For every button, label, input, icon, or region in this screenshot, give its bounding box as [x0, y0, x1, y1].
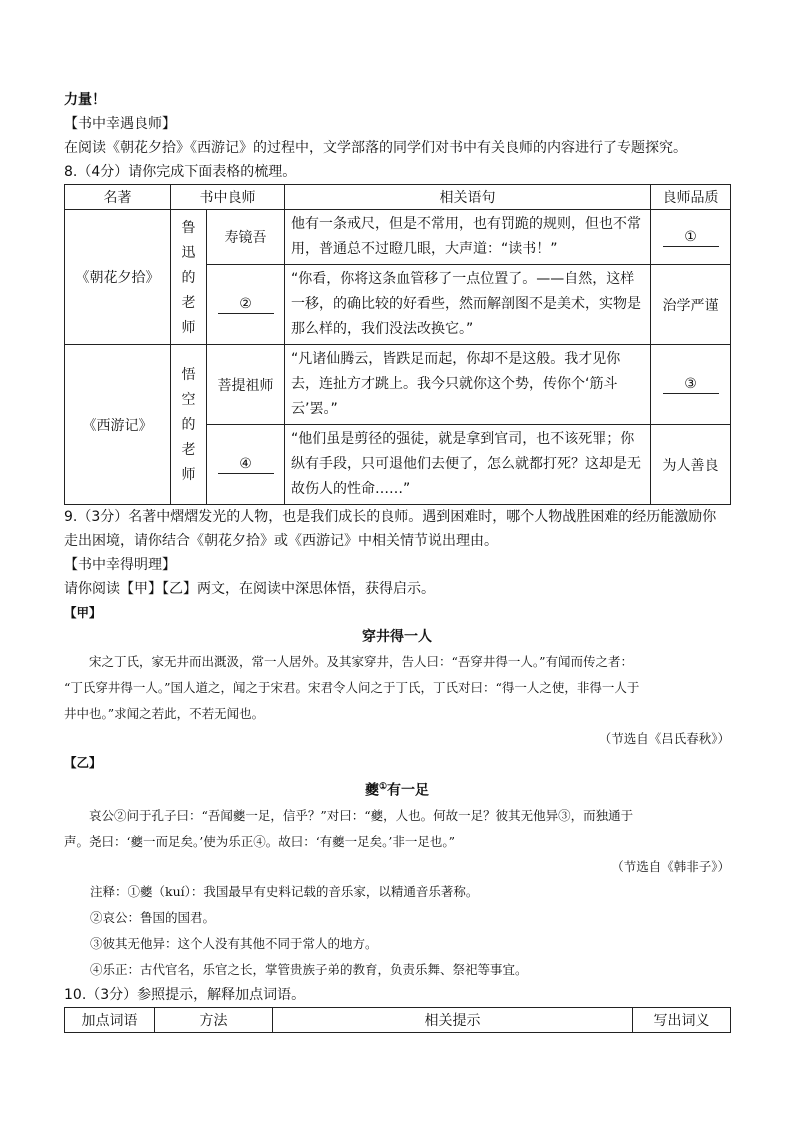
exam-page — [64, 88, 730, 1033]
passage-source: （节选自《吕氏春秋》） — [598, 731, 730, 746]
passage-title: 穿井得一人 — [362, 629, 432, 645]
quality-cell — [651, 345, 731, 425]
header-teacher: 书中良师 — [171, 185, 285, 210]
quality-cell: 为人善良 — [651, 425, 731, 505]
passage-label: 【甲】 — [64, 605, 102, 620]
book-name-cell: 《西游记》 — [65, 345, 171, 505]
passage-source: （节选自《韩非子》） — [611, 858, 730, 874]
book-name-cell: 《朝花夕拾》 — [65, 210, 171, 345]
header-quote: 相关语句 — [285, 185, 651, 210]
annotation-item: ④乐正：古代官名，乐官之长，掌管贵族子弟的教育，负责乐舞、祭祀等事宜。 — [90, 961, 528, 977]
vocab-table — [64, 1007, 731, 1033]
teacher-name-cell — [207, 265, 285, 345]
teacher-label-cell: 鲁 迅 的 老 师 — [171, 210, 207, 345]
quote-cell: “你看，你将这条血管移了一点位置了。——自然，这样一移，的确比较的好看些，然而解剖图不是美术，实物是那么样的，我们没法改换它。” — [285, 265, 651, 345]
passage-paragraph: 声。尧曰：‘夔一而足矣。’使为乐正④。故曰：‘有夔一足矣。’非一足也。” — [64, 833, 456, 849]
question-9-line1: 9.（3分）名著中熠熠发光的人物，也是我们成长的良师。遇到困难时，哪个人物战胜困难的经历能激励你 — [64, 509, 717, 525]
header-meaning: 写出词义 — [633, 1007, 731, 1032]
quality-cell — [651, 210, 731, 265]
section-title-teachers: 【书中幸遇良师】 — [64, 116, 176, 132]
header-method: 方法 — [155, 1007, 273, 1032]
table-row — [65, 210, 731, 265]
passage-label: 【乙】 — [64, 755, 102, 770]
header-hint: 相关提示 — [273, 1007, 633, 1032]
passage-paragraph: 井中也。”求闻之若此，不若无闻也。 — [64, 706, 265, 721]
quote-cell: 他有一条戒尺，但是不常用，也有罚跪的规则，但也不常用，普通总不过瞪几眼，大声道：“读书！” — [285, 210, 651, 265]
teacher-name-cell: 寿镜吾 — [207, 210, 285, 265]
answer-blank[interactable]: ① — [663, 228, 719, 247]
previous-line: 力量！ — [64, 92, 106, 108]
answer-blank[interactable]: ④ — [218, 455, 274, 474]
quote-cell: “他们虽是剪径的强徒，就是拿到官司，也不该死罪；你纵有手段，只可退他们去便了，怎么就都打死？这却是无故伤人的性命……” — [285, 425, 651, 505]
question-10: 10.（3分）参照提示，解释加点词语。 — [64, 986, 306, 1003]
quality-cell: 治学严谨 — [651, 265, 731, 345]
header-quality: 良师品质 — [651, 185, 731, 210]
passage-title: 夔①有一足 — [364, 782, 430, 799]
passage-paragraph: “丁氏穿井得一人。”国人道之，闻之于宋君。宋君令人问之于丁氏，丁氏对曰：“得一人之使，非得一人于 — [64, 680, 640, 695]
annotation-item: ②哀公：鲁国的国君。 — [90, 909, 216, 925]
passage-paragraph: 哀公②问于孔子曰：“吾闻夔一足，信乎？”对曰：“夔，人也。何故一足？彼其无他异③，而独通于 — [89, 807, 634, 823]
section-description: 在阅读《朝花夕拾》《西游记》的过程中，文学部落的同学们对书中有关良师的内容进行了专题探究。 — [64, 140, 687, 156]
section-title-reasoning: 【书中幸得明理】 — [64, 557, 176, 573]
table-row — [65, 345, 731, 425]
header-book: 名著 — [65, 185, 171, 210]
question-8: 8.（4分）请你完成下面表格的梳理。 — [64, 164, 297, 180]
question-9-line2: 走出困境，请你结合《朝花夕拾》或《西游记》中相关情节说出理由。 — [64, 533, 498, 549]
teacher-table — [64, 184, 731, 505]
quote-cell: “凡诸仙腾云，皆跌足而起，你却不是这般。我才见你去，连扯方才跳上。我今只就你这个势，传你个‘筋斗云’罢。” — [285, 345, 651, 425]
annotation-item: 注释：①夔（kuí）：我国最早有史料记载的音乐家，以精通音乐著称。 — [90, 883, 479, 899]
answer-blank[interactable]: ② — [218, 295, 274, 314]
teacher-label-cell: 悟 空 的 老 师 — [171, 345, 207, 505]
answer-blank[interactable]: ③ — [663, 375, 719, 394]
teacher-name-cell — [207, 425, 285, 505]
passage-jia — [64, 601, 730, 751]
section-reasoning-desc: 请你阅读【甲】【乙】两文，在阅读中深思体悟，获得启示。 — [64, 581, 435, 597]
annotation-item: ③彼其无他异：这个人没有其他不同于常人的地方。 — [90, 935, 378, 951]
header-word: 加点词语 — [65, 1007, 155, 1032]
table-header-row — [65, 1007, 731, 1032]
table-header-row — [65, 185, 731, 210]
passage-paragraph: 宋之丁氏，家无井而出溉汲，常一人居外。及其家穿井，告人曰：“吾穿井得一人。”有闻而传之者： — [89, 654, 634, 669]
teacher-name-cell: 菩提祖师 — [207, 345, 285, 425]
passage-yi — [64, 751, 730, 983]
